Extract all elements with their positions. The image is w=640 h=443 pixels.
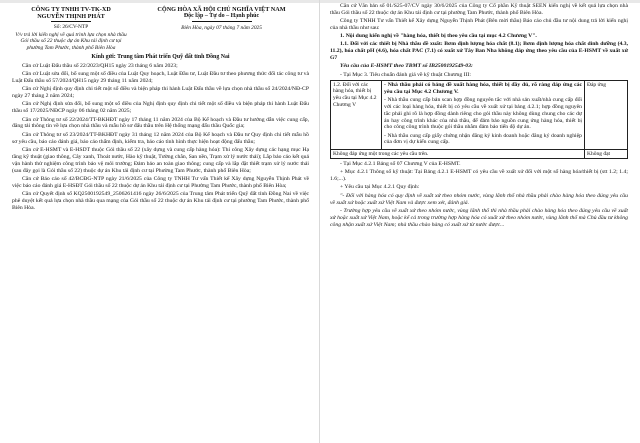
doc-number: Số: 26/CV-NTP (53, 24, 89, 31)
left-body (12, 63, 309, 212)
paragraph: Căn cứ Quyết định số KQ2500192549_2506261416 ngày 26/6/2025 của Trung tâm Phát triển Quỹ đất tỉnh Đồng Nai về việc phê duyệt kết quả lựa chọn nhà thầu qua mạng của Gói thầu số 22 thuộc dự án Khu tái định cư tại phường Tam Phước, thành phố Biên Hòa. (12, 190, 309, 211)
item-heading: 1.1. Đối với các thiết bị Nhà thầu đề xuất: Bơm định lượng hóa chất (8.1); Bơm định lượng hóa chất dinh dưỡng (4.3, 11.2), hóa chất pH (4.6), hóa chất PAC (7.1) có xuất xứ Tây Ban Nha không đáp ứng theo yêu cầu của E-HSMT về xuất xứ G7 (330, 41, 628, 62)
motto-underline (192, 21, 252, 22)
requirement-line: - Nhà thầu cung cấp giấy chứng nhận đăng ký kinh doanh hoặc đăng ký doanh nghiệp của đơn vị dự kiến cung cấp. (384, 132, 582, 146)
top-edge (0, 0, 319, 3)
criteria-cell: 1.2. Đối với các hàng hóa, thiết bị yêu cầu tại Mục 4.2 Chương V (331, 80, 382, 149)
paragraph: Căn cứ Thông tư số 22/2024/TT-BKHĐT ngày 17 tháng 11 năm 2024 của Bộ Kế hoạch và Đầu tư hướng dẫn việc cung cấp, đăng tải thông tin về lựa chọn nhà thầu và mẫu hồ sơ đấu thầu trên Hệ thống mạng đấu thầu Quốc gia; (12, 116, 309, 130)
right-body (320, 3, 640, 229)
requirement-title: Yêu cầu của E-HSMT theo TBMT số IB2500192549-03: (340, 63, 473, 70)
paragraph: Căn cứ Nghị định quy định chi tiết một số điều và biện pháp thi hành Luật Đấu thầu về lựa chọn nhà thầu số 24/2024/NĐ-CP ngày 27 tháng 2 năm 2024; (12, 86, 309, 100)
criteria-table (330, 80, 628, 159)
fail-result-cell: Không đạt (585, 149, 628, 159)
org-underline (51, 21, 91, 22)
paragraph: Căn cứ Luật Đấu thầu số 22/2023/QH15 ngày 23 tháng 6 năm 2023; (22, 63, 178, 70)
requirement-line: - Nhà thầu phải có bảng đề xuất hàng hóa, thiết bị đầy đủ, rõ ràng đáp ứng các yêu cầu tại Mục 4.2 Chương V. (384, 81, 582, 95)
doc-subject: V/v trả lời kiến nghị về quá trình lựa chọn nhà thầu Gói thầu số 22 thuộc dự án Khu tái định cư tại phường Tam Phước, thành phố Biên Hòa (15, 31, 127, 51)
nation-title: CỘNG HÒA XÃ HỘI CHỦ NGHĨA VIỆT NAM (157, 6, 286, 13)
paragraph: Căn cứ Luật sửa đổi, bổ sung một số điều của Luật Quy hoạch, Luật Đầu tư, Luật Đầu tư theo phương thức đối tác công tư và Luật Đấu thầu số 57/2024/QH15 ngày 29 tháng 11 năm 2024; (12, 71, 309, 85)
paragraph: Căn cứ Báo cáo số 42/BCĐG-NTP ngày 21/6/2025 của Công ty TNHH Tư vấn Thiết kế Xây dựng Nguyễn Thịnh Phát về việc báo cáo đánh giá E-HSĐT Gói thầu số 22 thuộc dự án Khu tái định cư tại Phường Tam Phước, thành phố Biên Hòa; (12, 175, 309, 189)
section-heading: 1. Nội dung kiến nghị về "hàng hóa, thiết bị theo yêu cầu tại mục 4.2 Chương V". (340, 33, 537, 40)
paragraph: Công ty TNHH Tư vấn Thiết kế Xây dựng Nguyễn Thịnh Phát (Bên mời thầu) Báo cáo chủ đầu tư nội dung trả lời kiến nghị của nhà thầu như sau: (330, 18, 628, 32)
requirement-cell (382, 80, 585, 149)
place-date: Biên Hòa, ngày 07 tháng 7 năm 2025 (181, 25, 262, 32)
paragraph: Căn cứ Nghị định sửa đổi, bổ sung một số điều của Nghị định quy định chi tiết một số điều và biện pháp thi hành Luật Đấu thầu số 17/2025/NĐCP ngày 06 tháng 02 năm 2025; (12, 101, 309, 115)
salutation: Kính gửi: Trung tâm Phát triển Quỹ đất tỉnh Đồng Nai (91, 54, 230, 61)
paragraph: + Yêu cầu tại Mục 4.2.1 Quy định: (340, 184, 420, 191)
paragraph: + Mục 4.2.1 Thông số kỹ thuật: Tại Bảng 4.2.1 E-HSMT có yêu cầu về xuất xứ đối với một số hàng hóa/thiết bị (stt 1.2; 1.4; 1.6;...). (330, 169, 628, 183)
letter-header (12, 6, 309, 51)
table-row (331, 149, 628, 159)
fail-cell: Không đáp ứng một trong các yêu cầu trên. (331, 149, 585, 159)
paragraph: Căn cứ E-HSMT và E-HSDT thuộc Gói thầu số 22 (xây dựng và cung cấp hàng hóa): Thi công Xây dựng các hạng mục Hạ tầng kỹ thuật (giao thông, Cây xanh, Thoát nước, Hào kỹ thuật, Tường chắn, San nền, Trạm xử lý nước thải); Lắp bảo cáo kết quả vận hành thử nghiệm công trình bảo vệ môi trường; Đảm bảo an toàn giao thông; cung cấp và lắp đặt thiết trạm xử lý nước thải (sau đây gọi là Gói thầu số 22) thuộc dự án Khu tái định cư tại Phường Tam Phước, thành phố Biên Hòa; (12, 146, 309, 174)
nation-motto: Độc lập – Tự do – Hạnh phúc (183, 13, 260, 20)
sender-block (12, 6, 130, 51)
paragraph: - Tại Mục 4.2.1 Bảng số 07 Chương V của E-HSMT. (340, 161, 461, 168)
result-cell: Đáp ứng (585, 80, 628, 149)
requirement-line: - Nhà thầu cung cấp bản scan hợp đồng nguyên tắc với nhà sản xuất/nhà cung cấp đối với các loại hàng hóa, thiết bị có yêu cầu về xuất xứ tại bảng 4.2.1; hợp đồng nguyên tắc phải ghi rõ là hợp đồng dành riêng cho gói thầu này không dùng chung cho các dự án hay công trình khác của nhà thầu, để đảm bảo nguồn cung ứng hàng hóa, thiết bị cho công công trình thuộc gói thầu nhằm đảm bảo tiến độ dự án. (384, 96, 582, 131)
org-line1: CÔNG TY TNHH TV-TK-XD (31, 6, 111, 13)
right-page (320, 0, 640, 443)
org-line2: NGUYỄN THỊNH PHÁT (37, 13, 105, 21)
paragraph: Căn cứ Văn bản số 01/S25-07/CV ngày 30/6/2025 của Công ty Cổ phần Kỹ thuật SEEN kiến nghị về kết quả lựa chọn nhà thầu Gói thầu số 22 thuộc dự án Khu tái định cư tại phường Tam Phước, thành phố Biên Hòa. (330, 3, 628, 16)
quote-paragraph: "- Đối với hàng hóa có quy định về xuất xứ theo nhóm nước, vùng lãnh thổ nhà thầu phải chào hàng hóa theo đúng yêu cầu về xuất xứ hoặc xuất xứ Việt Nam và được xem xét, đánh giá. (330, 192, 628, 206)
quote-paragraph: - Trường hợp yêu cầu về xuất xứ theo nhóm nước, vùng lãnh thổ thì nhà thầu phải chào hàng hóa theo đúng yêu cầu về xuất xứ hoặc xuất xứ Việt Nam, hoặc kể cả trong trường hợp hàng hóa có xuất xứ theo nhóm nước, vùng lãnh thổ mà Chủ đầu tư không công nhận xuất xứ Việt Nam; nhà thầu chào hàng có xuất xứ từ nước được... (330, 207, 628, 228)
table-row (331, 80, 628, 149)
table-caption: - Tại Mục 3. Tiêu chuẩn đánh giá về kỹ thuật Chương III: (340, 71, 471, 78)
nation-block (134, 6, 309, 51)
paragraph: Căn cứ Thông tư số 23/2024/TT-BKHĐT ngày 31 tháng 12 năm 2024 của Bộ Kế hoạch và Đầu tư Quy định chi tiết mẫu hồ sơ yêu cầu, báo cáo đánh giá, báo cáo thẩm định, kiểm tra, báo cáo tình hình thực hiện hoạt động đấu thầu; (12, 131, 309, 145)
